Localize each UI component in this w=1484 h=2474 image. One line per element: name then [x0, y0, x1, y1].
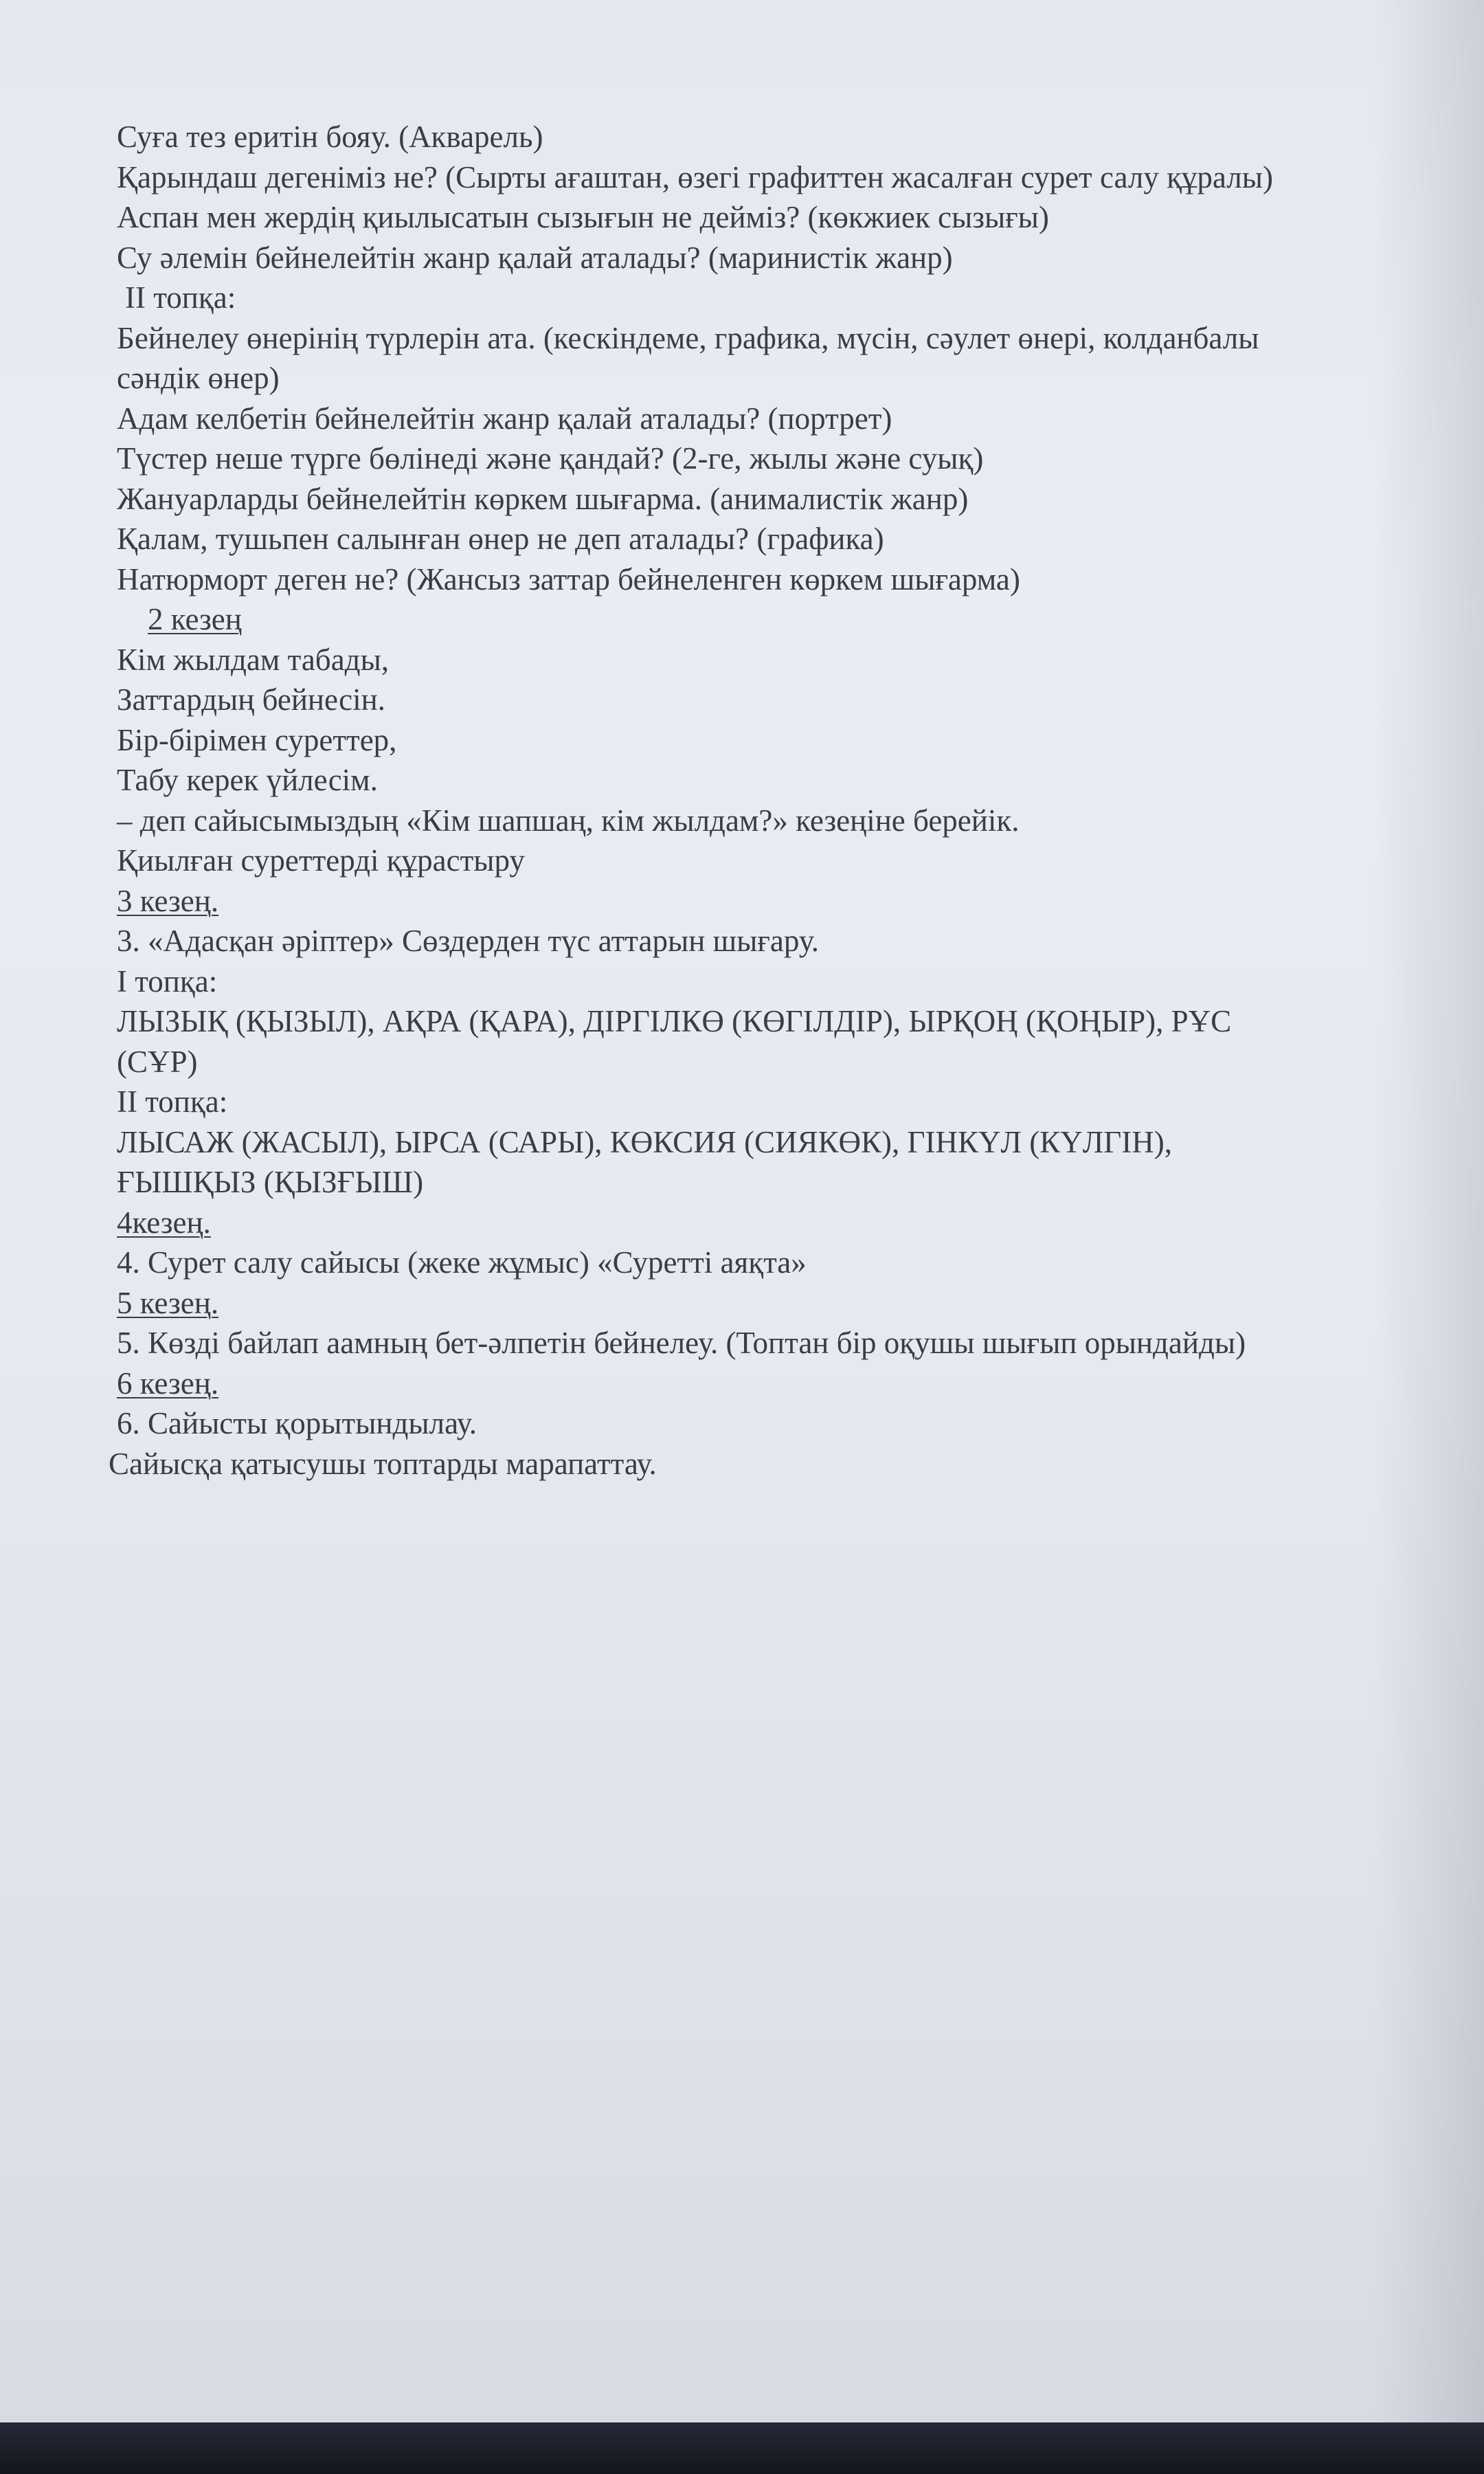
poem-line: Табу керек үйлесім.: [117, 763, 378, 797]
text-line: ЛЫСАЖ (ЖАСЫЛ), ЫРСА (САРЫ), КӨКСИЯ (СИЯКӨК), ГІНКҮЛ (КҮЛГІН),: [117, 1124, 1173, 1159]
text-line: Бейнелеу өнерінің түрлерін ата. (кескіндеме, графика, мүсін, сәулет өнері, колданбалы: [117, 320, 1259, 355]
text-line: ҒЫШҚЫЗ (ҚЫЗҒЫШ): [117, 1165, 424, 1199]
group-heading: II топқа:: [125, 280, 236, 315]
text-line: сәндік өнер): [117, 361, 280, 395]
text-line: Сайысқа қатысушы топтарды марапаттау.: [109, 1446, 657, 1481]
text-line: Қарындаш дегеніміз не? (Сырты ағаштан, өзегі графиттен жасалған сурет салу құралы): [117, 159, 1273, 194]
text-line: 5. Көзді байлап аамның бет-әлпетін бейнелеу. (Топтан бір оқушы шығып орындайды): [117, 1326, 1246, 1360]
stage-heading: [117, 1283, 1457, 1324]
poem-line: Бір-бірімен суреттер,: [117, 722, 397, 757]
text-line: Аспан мен жердің қиылысатын сызығын не дейміз? (көкжиек сызығы): [117, 200, 1049, 234]
stage-heading: [117, 1363, 1457, 1404]
stage-heading: [117, 1203, 1457, 1243]
text-line: Қиылған суреттерді құрастыру: [117, 843, 525, 878]
document-text: [109, 117, 1457, 1484]
stage-5-heading: 5 кезең.: [117, 1285, 219, 1320]
stage-6-heading: 6 кезең.: [117, 1366, 219, 1401]
text-line: Натюрморт деген не? (Жансыз заттар бейнеленген көркем шығарма): [117, 561, 1020, 597]
text-line: Түстер неше түрге бөлінеді және қандай? (2-ге, жылы және суық): [117, 441, 984, 476]
text-line: Қалам, тушьпен салынған өнер не деп аталады? (графика): [117, 522, 884, 556]
stage-heading: [117, 599, 1457, 640]
desk-background-bottom: [0, 2422, 1484, 2474]
poem-line: Кім жылдам табады,: [117, 642, 390, 677]
stage-2-heading: 2 кезең: [148, 602, 242, 636]
text-line: Су әлемін бейнелейтін жанр қалай аталады? (маринистік жанр): [117, 240, 953, 275]
text-line: (СҰР): [117, 1044, 198, 1079]
group-heading: I топқа:: [117, 963, 218, 999]
poem-line: Заттардың бейнесін.: [117, 682, 385, 717]
stage-heading: [117, 881, 1457, 922]
text-line: Жануарларды бейнелейтін көркем шығарма. (анималистік жанр): [117, 481, 969, 516]
text-line: 6. Сайысты қорытындылау.: [117, 1406, 477, 1440]
text-line: Суға тез еритін бояу. (Акварель): [117, 120, 543, 154]
group-heading: II топқа:: [117, 1084, 228, 1119]
text-line: 4. Сурет салу сайысы (жеке жұмыс) «Суретті аяқта»: [117, 1245, 807, 1280]
text-line: 3. «Адасқан әріптер» Сөздерден түс аттарын шығару.: [117, 924, 819, 958]
stage-3-heading: 3 кезең.: [117, 883, 219, 918]
stage-4-heading: 4кезең.: [117, 1205, 211, 1240]
text-line: Адам келбетін бейнелейтін жанр қалай аталады? (портрет): [117, 401, 892, 436]
text-line: – деп сайысымыздың «Кім шапшаң, кім жылдам?» кезеңіне берейік.: [117, 803, 1020, 838]
text-line: ЛЫЗЫҚ (ҚЫЗЫЛ), АҚРА (ҚАРА), ДІРГІЛКӨ (КӨГІЛДІР), ЫРҚОҢ (ҚОҢЫР), РҰС: [117, 1004, 1232, 1038]
